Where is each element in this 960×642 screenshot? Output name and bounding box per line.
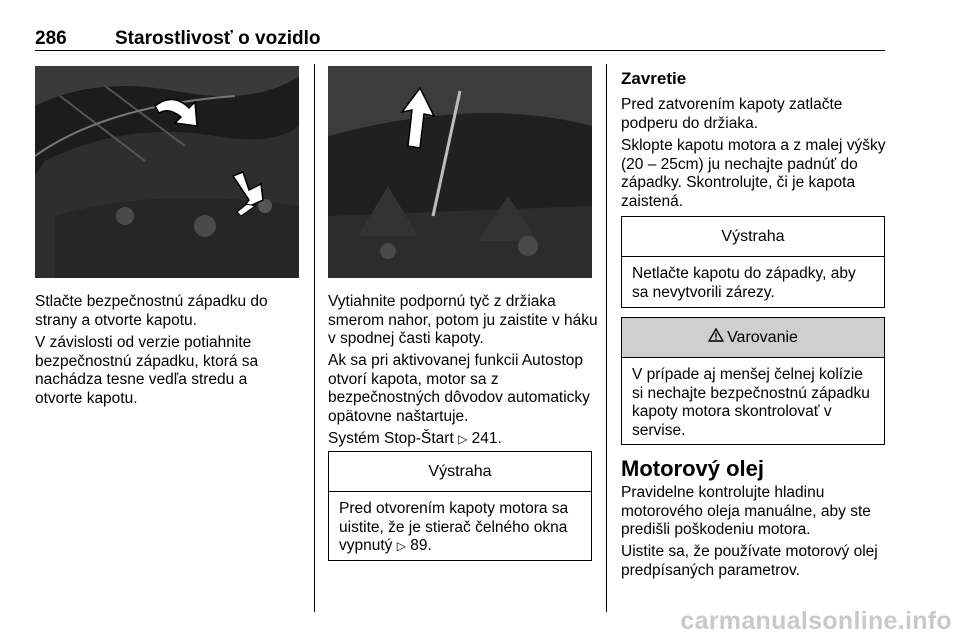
warning-heading — [622, 318, 884, 358]
reference-page: 241. — [471, 430, 502, 447]
running-title: Starostlivosť o vozidlo — [115, 28, 321, 49]
caution-heading: Výstraha — [329, 452, 591, 492]
caution-body: Netlačte kapotu do západky, aby sa nevytvorili zárezy. — [632, 265, 856, 301]
warning-heading-text: Varovanie — [727, 328, 798, 346]
page-reference-icon: ▷ — [396, 539, 406, 553]
warning-box — [621, 317, 885, 445]
page-header — [35, 28, 885, 52]
warning-triangle-icon — [708, 328, 724, 347]
caution-box — [328, 451, 592, 561]
warning-body: V prípade aj menšej čelnej kolízie si nechajte bezpečnostnú západku kapoty motora skontrolovať v servise. — [632, 366, 870, 439]
instruction-paragraph: Ak sa pri aktivovanej funkcii Autostop otvorí kapota, motor sa z bezpečnostných dôvodov automaticky opätovne naštartuje. — [328, 352, 590, 425]
column-divider-1 — [314, 64, 315, 612]
cross-reference — [328, 430, 598, 449]
instruction-paragraph: Uistite sa, že používate motorový olej predpísaných parametrov. — [621, 543, 878, 579]
instruction-paragraph: V závislosti od verzie potiahnite bezpečnostnú západku, ktorá sa nachádza tesne vedľa stredu a otvorte kapotu. — [35, 334, 259, 407]
caution-box — [621, 216, 885, 308]
column-divider-2 — [606, 64, 607, 612]
caution-heading: Výstraha — [622, 217, 884, 257]
header-rule — [35, 50, 885, 51]
instruction-paragraph: Sklopte kapotu motora a z malej výšky (20 – 25cm) ju nechajte padnúť do západky. Skontrolujte, či je kapota zaistená. — [621, 137, 886, 210]
caution-text: Pred otvorením kapoty motora sa uistite, že je stierač čelného okna vypnutý — [339, 500, 569, 554]
page-reference-icon: ▷ — [458, 432, 468, 446]
caution-body — [329, 492, 591, 556]
reference-text: Systém Stop-Štart — [328, 430, 454, 447]
instruction-paragraph: Pravidelne kontrolujte hladinu motorového oleja manuálne, aby ste predišli poškodeniu motora. — [621, 484, 871, 538]
caution-page-ref: 89. — [410, 537, 432, 554]
hood-latch-illustration — [35, 66, 299, 278]
subheading-closing: Zavretie — [621, 69, 687, 88]
instruction-paragraph: Pred zatvorením kapoty zatlačte podperu do držiaka. — [621, 96, 843, 132]
page-number: 286 — [35, 28, 67, 49]
section-title: Motorový olej — [621, 456, 765, 481]
support-rod-illustration — [328, 66, 592, 278]
instruction-paragraph: Stlačte bezpečnostnú západku do strany a otvorte kapotu. — [35, 293, 268, 329]
instruction-paragraph: Vytiahnite podpornú tyč z držiaka smerom nahor, potom ju zaistite v háku v spodnej časti kapoty. — [328, 293, 598, 347]
watermark: carmanualsonline.info — [680, 607, 952, 635]
